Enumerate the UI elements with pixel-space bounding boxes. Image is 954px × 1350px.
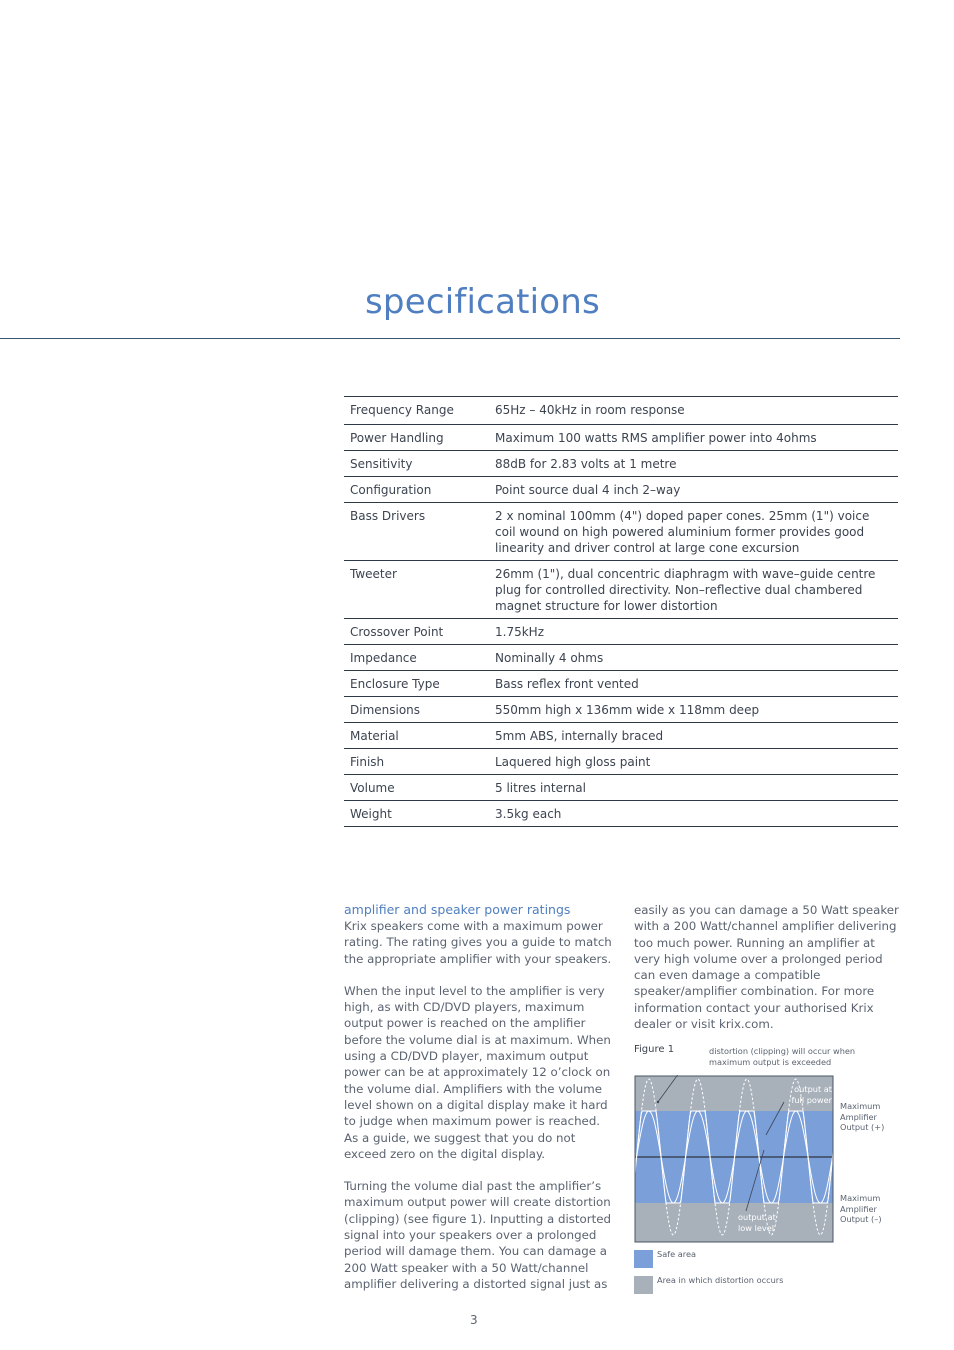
spec-row xyxy=(344,477,898,503)
spec-row xyxy=(344,619,898,645)
spec-row xyxy=(344,723,898,749)
paragraph-continued: easily as you can damage a 50 Watt speaker with a 200 Watt/channel amplifier delivering too much power. Running an amplifier at very high volume over a prolonged period can even damage a compatible speaker/amplifier combination. For more information contact your authorised Krix dealer or visit krix.com. xyxy=(634,903,899,1032)
note-low-level: output at low level xyxy=(738,1212,776,1233)
spec-row xyxy=(344,775,898,801)
spec-row xyxy=(344,397,898,425)
spec-value: Laquered high gloss paint xyxy=(495,755,651,769)
specifications-table xyxy=(344,396,898,827)
spec-value: Bass reflex front vented xyxy=(495,677,639,691)
spec-label: Power Handling xyxy=(350,431,444,445)
spec-label: Bass Drivers xyxy=(350,509,426,523)
article-column-right xyxy=(634,902,899,1048)
spec-value: 1.75kHz xyxy=(495,625,544,639)
spec-row xyxy=(344,801,898,827)
spec-label: Volume xyxy=(350,781,395,795)
spec-label: Tweeter xyxy=(350,567,397,581)
spec-value: 3.5kg each xyxy=(495,807,562,821)
spec-label: Crossover Point xyxy=(350,625,444,639)
spec-value: 26mm (1"), dual concentric diaphragm with wave–guide centre plug for controlled directivity. Non–reflective dual chambered magnet structure for lower distortion xyxy=(495,567,876,613)
spec-row xyxy=(344,451,898,477)
spec-label: Weight xyxy=(350,807,392,821)
paragraph-intro: Krix speakers come with a maximum power rating. The rating gives you a guide to match the appropriate amplifier with your speakers. xyxy=(344,919,612,966)
legend-distortion-label: Area in which distortion occurs xyxy=(657,1275,784,1285)
distortion-pointer-dot xyxy=(657,1101,659,1103)
spec-label: Sensitivity xyxy=(350,457,413,471)
note-full-power: output at full power xyxy=(791,1084,832,1105)
note-distortion: distortion (clipping) will occur when maximum output is exceeded xyxy=(709,1046,856,1067)
paragraph-distortion: Turning the volume dial past the amplifier’s maximum output power will create distortion (clipping) (see figure 1). Inputting a distorted signal into your speakers over a prolonged period will damage them. You can damage a 200 Watt speaker with a 50 Watt/channel amplifier delivering a distorted signal just as xyxy=(344,1179,611,1291)
spec-value: 550mm high x 136mm wide x 118mm deep xyxy=(495,703,760,717)
title-divider xyxy=(0,338,900,339)
legend-safe-label: Safe area xyxy=(657,1249,696,1259)
spec-label: Finish xyxy=(350,755,385,769)
spec-value: 5 litres internal xyxy=(495,781,586,795)
spec-label: Enclosure Type xyxy=(350,677,440,691)
label-max-negative: Maximum Amplifier Output (–) xyxy=(840,1193,882,1224)
spec-row xyxy=(344,425,898,451)
spec-label: Impedance xyxy=(350,651,417,665)
spec-row xyxy=(344,561,898,619)
spec-label: Configuration xyxy=(350,483,432,497)
spec-value: Point source dual 4 inch 2–way xyxy=(495,483,681,497)
article-column-left xyxy=(344,902,614,1308)
spec-label: Material xyxy=(350,729,399,743)
section-heading: amplifier and speaker power ratings xyxy=(344,902,571,917)
legend-safe-swatch xyxy=(634,1250,653,1268)
spec-value: 65Hz – 40kHz in room response xyxy=(495,403,685,417)
spec-value: Maximum 100 watts RMS amplifier power into 4ohms xyxy=(495,431,817,445)
spec-value: 88dB for 2.83 volts at 1 metre xyxy=(495,457,677,471)
spec-label: Dimensions xyxy=(350,703,421,717)
page-number: 3 xyxy=(470,1313,478,1327)
label-max-positive: Maximum Amplifier Output (+) xyxy=(840,1101,885,1132)
paragraph-input-level: When the input level to the amplifier is very high, as with CD/DVD players, maximum output power is reached on the amplifier before the volume dial is at maximum. When using a CD/DVD player, maximum output power can be at approximately 12 o’clock on the volume dial. Amplifiers with the volume level shown on a digital display make it hard to judge when maximum power is reached. As a guide, we suggest that you do not exceed zero on the digital display. xyxy=(344,983,611,1161)
page-title: specifications xyxy=(365,282,600,322)
spec-row xyxy=(344,749,898,775)
spec-row xyxy=(344,645,898,671)
legend-distortion-swatch xyxy=(634,1276,653,1294)
spec-value: 5mm ABS, internally braced xyxy=(495,729,664,743)
spec-value: Nominally 4 ohms xyxy=(495,651,604,665)
spec-label: Frequency Range xyxy=(350,403,454,417)
spec-row xyxy=(344,671,898,697)
figure-label: Figure 1 xyxy=(634,1044,675,1055)
spec-value: 2 x nominal 100mm (4") doped paper cones. 25mm (1") voice coil wound on high powered aluminium former provides good linearity and driver control at large cone excursion xyxy=(495,509,870,555)
spec-row xyxy=(344,503,898,561)
spec-row xyxy=(344,697,898,723)
figure-clipping-diagram xyxy=(634,1040,904,1300)
